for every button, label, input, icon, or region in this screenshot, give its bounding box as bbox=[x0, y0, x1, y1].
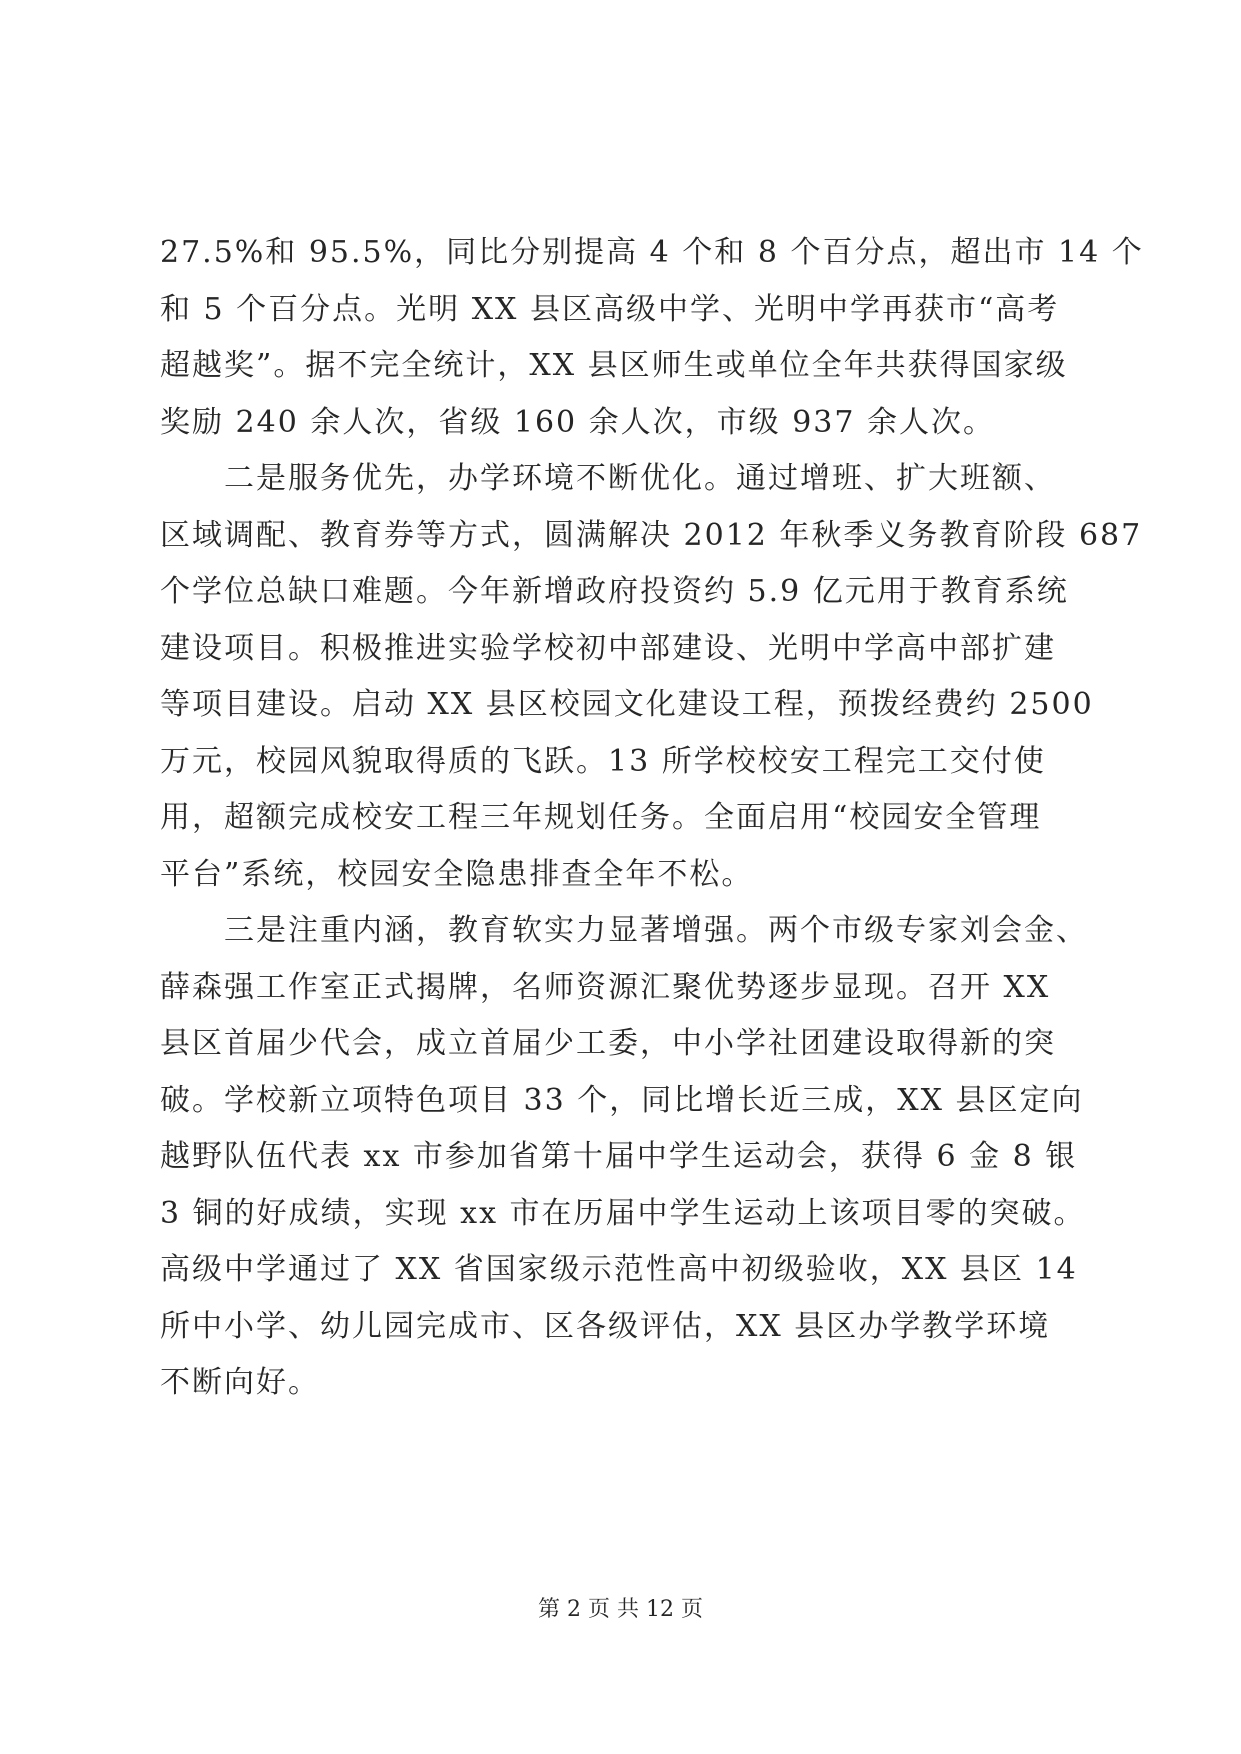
document-body bbox=[160, 225, 1144, 1412]
text-line: 不断向好。 bbox=[160, 1365, 320, 1400]
text-line: 破。学校新立项特色项目 33 个，同比增长近三成，XX 县区定向 bbox=[160, 1082, 1084, 1118]
text-line: 个学位总缺口难题。今年新增政府投资约 5.9 亿元用于教育系统 bbox=[160, 574, 1069, 609]
text-line: 和 5 个百分点。光明 XX 县区高级中学、光明中学再获市“高考 bbox=[160, 291, 1060, 327]
text-line: 所中小学、幼儿园完成市、区各级评估，XX 县区办学教学环境 bbox=[160, 1308, 1051, 1344]
text-line: 3 铜的好成绩，实现 xx 市在历届中学生运动上该项目零的突破。 bbox=[160, 1195, 1086, 1231]
text-line: 二是服务优先，办学环境不断优化。通过增班、扩大班额、 bbox=[160, 461, 1056, 496]
text-line: 万元，校园风貌取得质的飞跃。13 所学校校安工程完工交付使 bbox=[160, 743, 1046, 779]
text-line: 越野队伍代表 xx 市参加省第十届中学生运动会，获得 6 金 8 银 bbox=[160, 1139, 1078, 1174]
text-line: 超越奖”。据不完全统计，XX 县区师生或单位全年共获得国家级 bbox=[160, 348, 1068, 383]
text-line: 27.5%和 95.5%，同比分别提高 4 个和 8 个百分点，超出市 14 个 bbox=[160, 235, 1144, 270]
page-number-footer: 第 2 页 共 12 页 bbox=[538, 1597, 703, 1622]
text-line: 用，超额完成校安工程三年规划任务。全面启用“校园安全管理 bbox=[160, 800, 1042, 835]
text-line: 高级中学通过了 XX 省国家级示范性高中初级验收，XX 县区 14 bbox=[160, 1252, 1078, 1287]
text-line: 县区首届少代会，成立首届少工委，中小学社团建设取得新的突 bbox=[160, 1026, 1056, 1061]
text-line: 等项目建设。启动 XX 县区校园文化建设工程，预拨经费约 2500 bbox=[160, 687, 1094, 722]
text-line: 薛森强工作室正式揭牌，名师资源汇聚优势逐步显现。召开 XX bbox=[160, 969, 1051, 1005]
text-line: 建设项目。积极推进实验学校初中部建设、光明中学高中部扩建 bbox=[160, 630, 1056, 666]
text-line: 三是注重内涵，教育软实力显著增强。两个市级专家刘会金、 bbox=[160, 913, 1088, 948]
text-line: 奖励 240 余人次，省级 160 余人次，市级 937 余人次。 bbox=[160, 404, 995, 440]
text-line: 区域调配、教育券等方式，圆满解决 2012 年秋季义务教育阶段 687 bbox=[160, 517, 1143, 553]
text-line: 平台”系统，校园安全隐患排查全年不松。 bbox=[160, 856, 754, 892]
